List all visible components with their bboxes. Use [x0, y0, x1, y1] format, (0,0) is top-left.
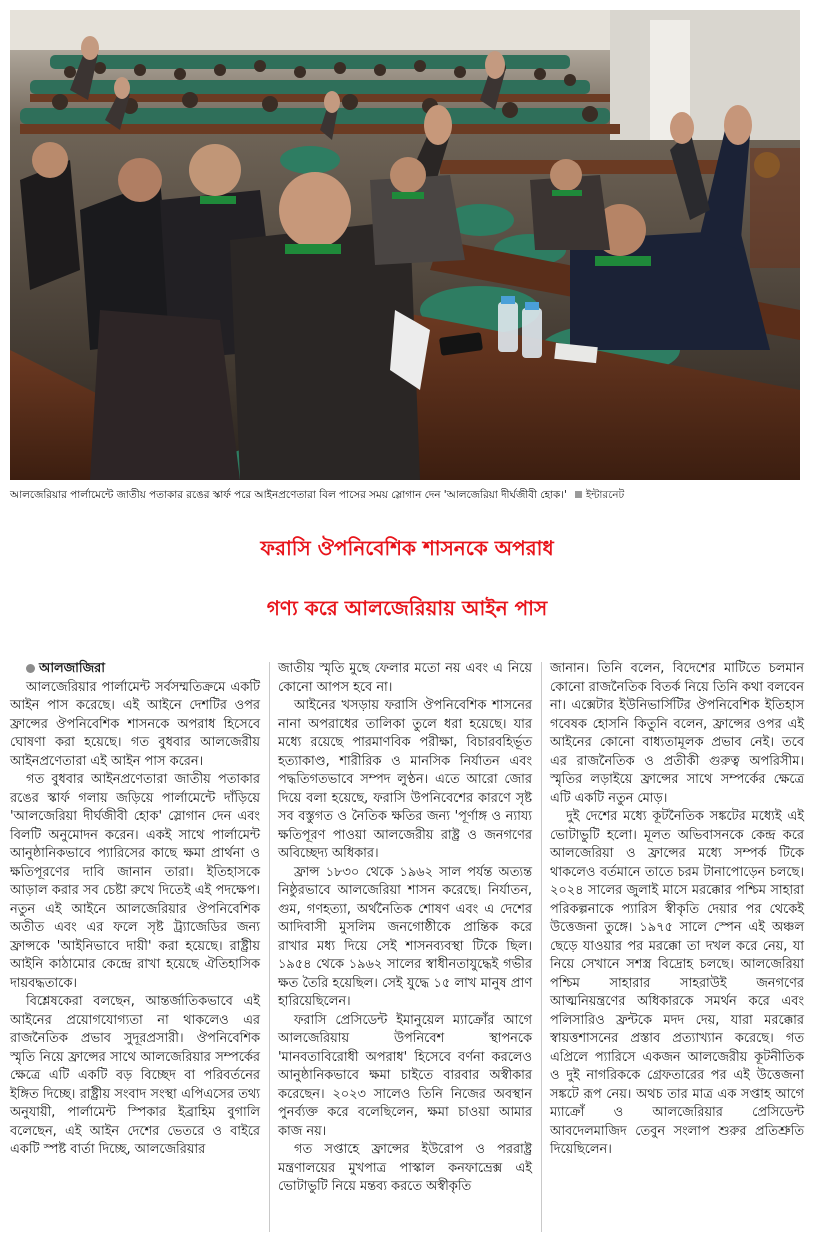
photo-caption — [10, 486, 800, 504]
byline — [10, 660, 260, 679]
caption-text: আলজেরিয়ার পার্লামেন্টে জাতীয় পতাকার রঙের স্কার্ফ পরে আইনপ্রণেতারা বিল পাসের সময় স্লোগান দেন 'আলজেরিয়া দীর্ঘজীবী হোক।' — [10, 489, 567, 501]
byline-source: আলজাজিরা — [39, 661, 105, 676]
article-paragraph: গত বুধবার আইনপ্রণেতারা জাতীয় পতাকার রঙের স্কার্ফ গলায় জড়িয়ে পার্লামেন্টে দাঁড়িয়ে 'আলজেরিয়া দীর্ঘজীবী হোক' স্লোগান দেন এবং বিলটি অনুমোদন করেন। একই সাথে পার্লামেন্ট আনুষ্ঠানিকভাবে প্যারিসের কাছে ক্ষমা প্রার্থনা ও ক্ষতিপূরণের দাবি জানান তারা। ইতিহাসকে আড়াল করার সব চেষ্টা রুখে দিতেই এই পদক্ষেপ। নতুন এই আইনে আলজেরিয়ার ঔপনিবেশিক অতীত এবং এর ফলে সৃষ্ট ট্র্যাজেডির জন্য ফ্রান্সকে 'আইনিভাবে দায়ী' করা হয়েছে। রাষ্ট্রীয় আইনি কাঠামোর কেন্দ্রে রাখা হয়েছে ঐতিহাসিক দায়বদ্ধতাকে। — [10, 772, 260, 991]
news-photo — [10, 10, 800, 480]
column-divider — [541, 662, 542, 1232]
article-paragraph: ফ্রান্স ১৮৩০ থেকে ১৯৬২ সাল পর্যন্ত অত্যন্ত নিষ্ঠুরভাবে আলজেরিয়া শাসন করেছে। নির্যাতন, গুম, গণহত্যা, অর্থনৈতিক শোষণ এবং এ দেশের আদিবাসী মুসলিম জনগোষ্ঠীকে প্রান্তিক করে রাখার মধ্য দিয়ে সেই শাসনব্যবস্থা টিকে ছিল। ১৯৫৪ থেকে ১৯৬২ সালের স্বাধীনতাযুদ্ধেই গভীর ক্ষত তৈরি হয়েছিল। সেই যুদ্ধে ১৫ লাখ মানুষ প্রাণ হারিয়েছিলেন। — [278, 864, 532, 1009]
credit-square-icon — [575, 491, 582, 498]
page-bottom-edge — [0, 1238, 814, 1251]
article-column-1 — [10, 660, 260, 1160]
photo-credit: ইন্টারনেট — [585, 489, 625, 501]
article-column-2 — [278, 660, 532, 1197]
column-divider — [269, 662, 270, 1232]
article-paragraph: আইনের খসড়ায় ফরাসি ঔপনিবেশিক শাসনের নানা অপরাধের তালিকা তুলে ধরা হয়েছে। যার মধ্যে রয়েছে পারমাণবিক পরীক্ষা, বিচারবহির্ভূত হত্যাকাণ্ড, শারীরিক ও মানসিক নির্যাতন এবং পদ্ধতিগতভাবে সম্পদ লুণ্ঠন। এতে আরো জোর দিয়ে বলা হয়েছে, ফরাসি উপনিবেশের কারণে সৃষ্ট সব বস্তুগত ও নৈতিক ক্ষতির জন্য 'পূর্ণাঙ্গ ও ন্যায্য ক্ষতিপূরণ পাওয়া আলজেরীয় রাষ্ট্র ও জনগণের অবিচ্ছেদ্য অধিকার। — [278, 698, 532, 861]
article-paragraph: জাতীয় স্মৃতি মুছে ফেলার মতো নয় এবং এ নিয়ে কোনো আপস হবে না। — [278, 661, 532, 695]
bullet-icon — [26, 664, 35, 673]
article-column-3 — [550, 660, 804, 1160]
article-paragraph: জানান। তিনি বলেন, বিদেশের মাটিতে চলমান কোনো রাজনৈতিক বিতর্ক নিয়ে তিনি কথা বলবেন না। এক্সেটার ইউনিভার্সিটির ঔপনিবেশিক ইতিহাস গবেষক হোসনি কিতুনি বলেন, ফ্রান্সের ওপর এই আইনের কোনো বাধ্যতামূলক প্রভাব নেই। তবে এর রাজনৈতিক ও প্রতীকী গুরুত্ব অপরিসীম। স্মৃতির লড়াইয়ে ফ্রান্সের সাথে সম্পর্কের ক্ষেত্রে এটি একটি নতুন মোড়। — [550, 661, 804, 806]
headline — [0, 518, 814, 638]
headline-line-2: গণ্য করে আলজেরিয়ায় আইন পাস — [266, 596, 548, 620]
article-paragraph: বিশ্লেষকেরা বলছেন, আন্তর্জাতিকভাবে এই আইনের প্রয়োগযোগ্যতা না থাকলেও এর রাজনৈতিক প্রভাব সুদূরপ্রসারী। ঔপনিবেশিক স্মৃতি নিয়ে ফ্রান্সের সাথে আলজেরিয়ার সম্পর্কের ক্ষেত্রে এটি একটি বড় বিচ্ছেদ বা পরিবর্তনের ইঙ্গিত দিচ্ছে। রাষ্ট্রীয় সংবাদ সংস্থা এপিএসের তথ্য অনুযায়ী, পার্লামেন্ট স্পিকার ইব্রাহিম বুগালি বলেছেন, এই আইন দেশের ভেতরে ও বাইরে একটি স্পষ্ট বার্তা দিচ্ছে, আলজেরিয়ার — [10, 994, 260, 1157]
article-paragraph: গত সপ্তাহে ফ্রান্সের ইউরোপ ও পররাষ্ট্র মন্ত্রণালয়ের মুখপাত্র পাস্কাল কনফাভ্রেক্স এই ভোটাভুটি নিয়ে মন্তব্য করতে অস্বীকৃতি — [278, 1142, 532, 1194]
headline-line-1: ফরাসি ঔপনিবেশিক শাসনকে অপরাধ — [260, 536, 554, 560]
article-paragraph: দুই দেশের মধ্যে কূটনৈতিক সঙ্কটের মধ্যেই এই ভোটাভুটি হলো। মূলত অভিবাসনকে কেন্দ্র করে আলজেরিয়া ও ফ্রান্সের মধ্যে সম্পর্ক টিকে থাকলেও বর্তমানে তাতে চরম টানাপোড়েন চলছে। ২০২৪ সালের জুলাই মাসে মরক্কোর পশ্চিম সাহারা পরিকল্পনাকে প্যারিস স্বীকৃতি দেয়ার পর থেকেই উত্তেজনা তুঙ্গে। ১৯৭৫ সালে স্পেন এই অঞ্চল ছেড়ে যাওয়ার পর মরক্কো তা দখল করে নেয়, যা নিয়ে সেখানে সশস্ত্র বিদ্রোহ চলছে। আলজেরিয়া পশ্চিম সাহারার সাহরাউই জনগণের আত্মনিয়ন্ত্রণের অধিকারকে সমর্থন করে এবং পলিসারিও ফ্রন্টকে মদদ দেয়, যারা মরক্কোর স্বায়ত্তশাসনের প্রস্তাব প্রত্যাখ্যান করেছে। গত এপ্রিলে প্যারিসে একজন আলজেরীয় কূটনীতিক ও দুই নাগরিককে গ্রেফতারের পর এই উত্তেজনা সঙ্কটে রূপ নেয়। অথচ তার মাত্র এক সপ্তাহ আগে ম্যাক্রোঁ ও আলজেরিয়ার প্রেসিডেন্ট আবদেলমাজিদ তেবুন সংলাপ শুরুর প্রতিশ্রুতি দিয়েছিলেন। — [550, 809, 804, 1157]
article-paragraph: আলজেরিয়ার পার্লামেন্ট সর্বসম্মতিক্রমে একটি আইন পাস করেছে। এই আইনে দেশটির ওপর ফ্রান্সের ঔপনিবেশিক শাসনকে অপরাধ হিসেবে ঘোষণা করা হয়েছে। গত বুধবার আলজেরীয় আইনপ্রণেতারা এই আইন পাস করেন। — [10, 679, 260, 769]
article-paragraph: ফরাসি প্রেসিডেন্ট ইমানুয়েল ম্যাক্রোঁর আগে আলজেরিয়ায় উপনিবেশ স্থাপনকে 'মানবতাবিরোধী অপরাধ' হিসেবে বর্ণনা করলেও আনুষ্ঠানিকভাবে ক্ষমা চাইতে বারবার অস্বীকার করেছেন। ২০২৩ সালেও তিনি নিজের অবস্থান পুনর্ব্যক্ত করে বলেছিলেন, ক্ষমা চাওয়া আমার কাজ নয়। — [278, 1012, 532, 1139]
parliament-photo-illustration — [10, 10, 800, 480]
